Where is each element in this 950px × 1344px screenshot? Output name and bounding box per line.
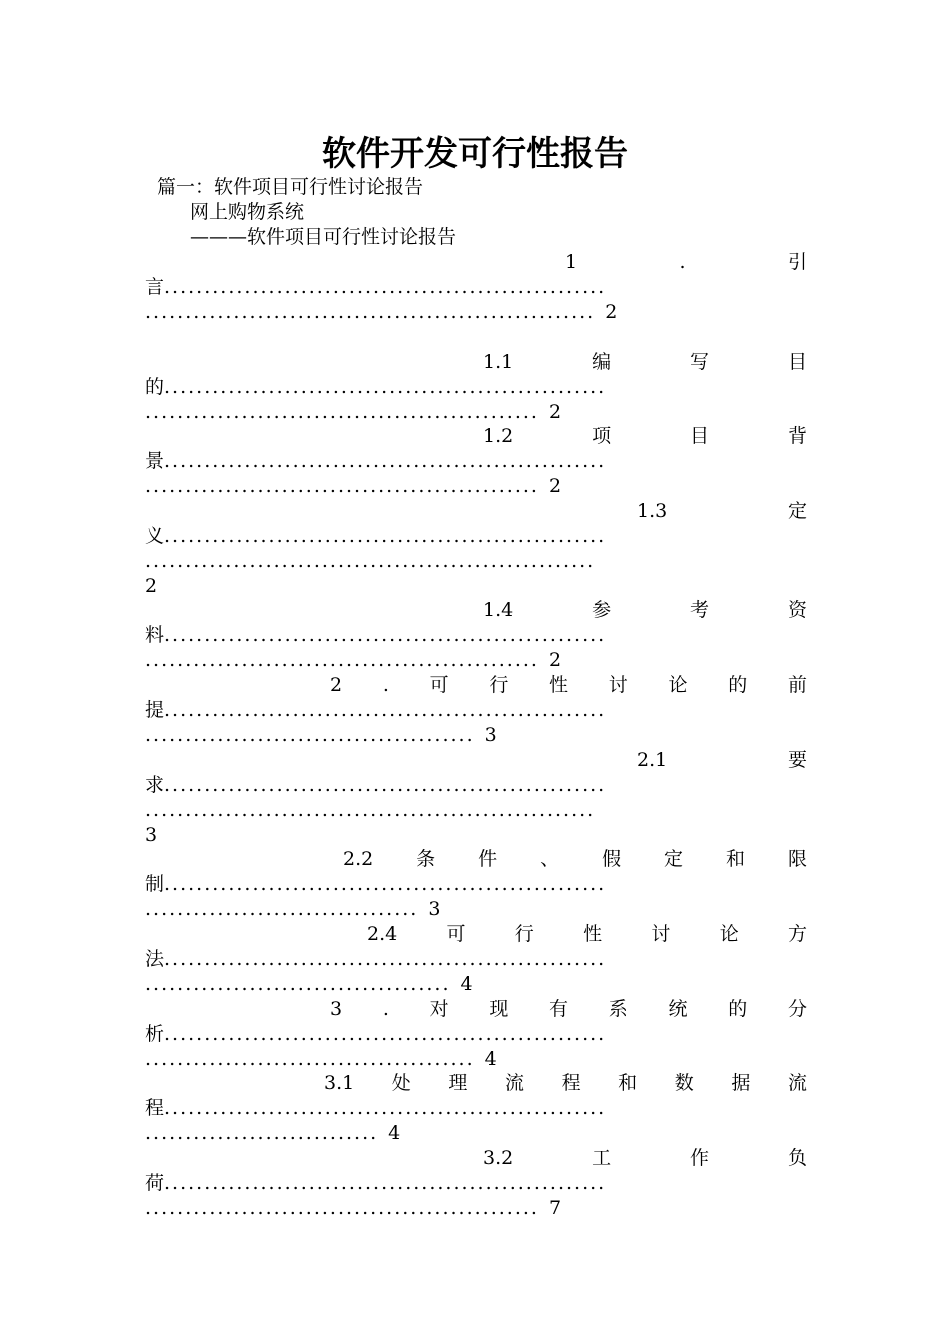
toc-heading-token: 讨	[608, 674, 628, 696]
toc-heading-token: 对	[429, 998, 449, 1020]
toc-heading-token: 现	[489, 998, 509, 1020]
dot-leader: ......................................	[145, 973, 451, 995]
toc-leader-line	[145, 773, 807, 797]
toc-leader-line	[145, 1022, 807, 1046]
toc-leader-continuation	[145, 972, 473, 996]
toc-page-number: 2	[548, 401, 562, 423]
toc-entry-last-char: 的	[145, 376, 165, 398]
toc-heading-token: 处	[391, 1072, 411, 1094]
dot-leader: .........................................	[145, 1048, 475, 1070]
toc-heading-token: 数	[674, 1072, 694, 1094]
toc-entry-last-char: 制	[145, 873, 165, 895]
toc-leader-line	[145, 1096, 807, 1120]
dot-leader: .......................................................	[164, 276, 607, 298]
toc-leader-line	[145, 623, 807, 647]
toc-entry-heading	[483, 424, 807, 448]
toc-entry-heading	[483, 598, 807, 622]
dot-leader: ........................................................	[145, 799, 596, 821]
toc-page-number: 2	[548, 649, 562, 671]
toc-entry-heading	[330, 673, 807, 697]
toc-heading-token: 2	[330, 674, 343, 696]
toc-heading-token: 1	[565, 251, 578, 273]
dot-leader: ..................................	[145, 898, 419, 920]
toc-heading-token: 目	[690, 425, 710, 447]
dot-leader: .............................	[145, 1122, 379, 1144]
toc-entry-last-char: 义	[145, 525, 165, 547]
toc-entry[interactable]	[145, 1146, 807, 1246]
toc-page-number: 4	[388, 1122, 401, 1144]
toc-heading-token: 件	[478, 848, 498, 870]
toc-leader-continuation	[145, 897, 440, 921]
toc-heading-token: 据	[731, 1072, 751, 1094]
toc-leader-continuation	[145, 400, 561, 424]
toc-entry-last-char: 程	[145, 1097, 165, 1119]
toc-leader-continuation	[145, 1196, 561, 1220]
dot-leader: .......................................................	[164, 1172, 607, 1194]
dot-leader: .................................................	[145, 401, 539, 423]
toc-heading-token: 1.2	[483, 425, 514, 447]
toc-heading-token: 参	[592, 599, 612, 621]
toc-heading-token: 定	[787, 500, 807, 522]
toc-heading-token: 背	[787, 425, 807, 447]
toc-heading-token: 2.4	[367, 923, 398, 945]
toc-heading-token: 讨	[651, 923, 671, 945]
toc-leader-continuation	[145, 723, 497, 747]
toc-entry-heading	[367, 922, 807, 946]
toc-heading-token: 性	[583, 923, 603, 945]
dot-leader: .........................................	[145, 724, 475, 746]
toc-heading-token: 前	[787, 674, 807, 696]
toc-heading-token: 假	[602, 848, 622, 870]
dot-leader: ........................................................	[145, 301, 596, 323]
toc-heading-token: 统	[668, 998, 688, 1020]
toc-entry-heading	[324, 1071, 807, 1095]
toc-heading-token: 3	[330, 998, 343, 1020]
toc-heading-token: 定	[664, 848, 684, 870]
dot-leader: .................................................	[145, 475, 539, 497]
toc-leader-line	[145, 1171, 807, 1195]
toc-heading-token: 的	[728, 998, 748, 1020]
toc-page-number: 3	[145, 824, 158, 846]
dot-leader: .......................................................	[164, 376, 607, 398]
toc-leader-line	[145, 449, 807, 473]
toc-heading-token: 性	[549, 674, 569, 696]
toc-heading-token: 可	[446, 923, 466, 945]
document-subtitle: 网上购物系统	[190, 201, 305, 223]
toc-heading-token: 3.2	[483, 1147, 514, 1169]
toc-page-line	[145, 823, 157, 847]
toc-heading-token: 方	[787, 923, 807, 945]
toc-leader-line	[145, 524, 807, 548]
toc-heading-token: .	[382, 998, 389, 1020]
toc-entry-last-char: 荷	[145, 1172, 165, 1194]
toc-leader-continuation	[145, 549, 595, 573]
toc-page-number: 4	[484, 1048, 497, 1070]
toc-entry-heading	[637, 748, 807, 772]
toc-entry-heading	[343, 847, 807, 871]
toc-heading-token: 分	[787, 998, 807, 1020]
toc-entry-heading	[330, 997, 807, 1021]
toc-heading-token: 和	[726, 848, 746, 870]
dot-leader: .................................................	[145, 649, 539, 671]
toc-leader-continuation	[145, 648, 561, 672]
toc-page-number: 3	[428, 898, 441, 920]
toc-heading-token: 1.1	[483, 351, 514, 373]
toc-entry-heading	[637, 499, 807, 523]
toc-heading-token: 可	[429, 674, 449, 696]
toc-heading-token: 2.2	[343, 848, 374, 870]
toc-page-number: 2	[145, 575, 158, 597]
toc-page-number: 2	[605, 301, 618, 323]
toc-heading-token: 和	[618, 1072, 638, 1094]
toc-heading-token: 理	[448, 1072, 468, 1094]
toc-heading-token: 系	[608, 998, 628, 1020]
toc-heading-token: 条	[416, 848, 436, 870]
dot-leader: .......................................................	[164, 1097, 607, 1119]
toc-heading-token: 编	[592, 351, 612, 373]
toc-heading-token: 项	[592, 425, 612, 447]
toc-heading-token: 作	[690, 1147, 710, 1169]
toc-heading-token: 写	[690, 351, 710, 373]
toc-heading-token: 限	[787, 848, 807, 870]
toc-heading-token: 负	[787, 1147, 807, 1169]
dot-leader: .......................................................	[164, 699, 607, 721]
toc-leader-line	[145, 947, 807, 971]
dot-leader: .......................................................	[164, 774, 607, 796]
toc-heading-token: 2.1	[637, 749, 668, 771]
toc-leader-continuation	[145, 300, 617, 324]
toc-entry[interactable]	[145, 499, 807, 599]
toc-heading-token: 论	[719, 923, 739, 945]
toc-entry-heading	[565, 250, 807, 274]
dot-leader: .................................................	[145, 1197, 539, 1219]
dot-leader: .......................................................	[164, 525, 607, 547]
toc-entry-last-char: 料	[145, 624, 165, 646]
toc-entry-last-char: 提	[145, 699, 165, 721]
toc-leader-line	[145, 698, 807, 722]
toc-page-number: 7	[548, 1197, 562, 1219]
toc-entry-heading	[483, 1146, 807, 1170]
toc-heading-token: 3.1	[324, 1072, 355, 1094]
toc-heading-token: 要	[787, 749, 807, 771]
toc-heading-token: 工	[592, 1147, 612, 1169]
toc-leader-line	[145, 375, 807, 399]
toc-page-line	[145, 574, 157, 598]
toc-heading-token: 引	[787, 251, 807, 273]
toc-heading-token: 、	[540, 848, 560, 870]
document-title: 软件开发可行性报告	[322, 134, 628, 174]
document-subtitle-secondary: ———软件项目可行性讨论报告	[190, 226, 457, 248]
toc-heading-token: 行	[514, 923, 534, 945]
toc-leader-continuation	[145, 1121, 400, 1145]
toc-entry[interactable]	[145, 250, 807, 350]
toc-heading-token: 流	[787, 1072, 807, 1094]
toc-heading-token: .	[679, 251, 686, 273]
dot-leader: .......................................................	[164, 873, 607, 895]
toc-page-number: 2	[548, 475, 562, 497]
dot-leader: .......................................................	[164, 450, 607, 472]
toc-entry-last-char: 求	[145, 774, 165, 796]
toc-heading-token: 程	[561, 1072, 581, 1094]
toc-entry-last-char: 法	[145, 948, 165, 970]
toc-heading-token: 论	[668, 674, 688, 696]
toc-page-number: 3	[484, 724, 497, 746]
toc-heading-token: 1.4	[483, 599, 514, 621]
toc-heading-token: 行	[489, 674, 509, 696]
toc-heading-token: 有	[549, 998, 569, 1020]
dot-leader: .......................................................	[164, 948, 607, 970]
section-heading: 篇一：软件项目可行性讨论报告	[157, 176, 424, 198]
toc-page-number: 4	[460, 973, 473, 995]
toc-entry-last-char: 景	[145, 450, 165, 472]
toc-leader-continuation	[145, 474, 561, 498]
toc-heading-token: 资	[787, 599, 807, 621]
dot-leader: ........................................................	[145, 550, 596, 572]
dot-leader: .......................................................	[164, 624, 607, 646]
toc-entry-heading	[483, 350, 807, 374]
toc-leader-continuation	[145, 1047, 497, 1071]
toc-leader-line	[145, 275, 807, 299]
toc-heading-token: 流	[504, 1072, 524, 1094]
toc-leader-line	[145, 872, 807, 896]
toc-heading-token: 考	[690, 599, 710, 621]
toc-entry[interactable]	[145, 748, 807, 848]
toc-heading-token: 的	[728, 674, 748, 696]
toc-heading-token: .	[382, 674, 389, 696]
toc-entry-last-char: 析	[145, 1023, 165, 1045]
toc-heading-token: 1.3	[637, 500, 668, 522]
toc-leader-continuation	[145, 798, 595, 822]
dot-leader: .......................................................	[164, 1023, 607, 1045]
toc-heading-token: 目	[787, 351, 807, 373]
toc-entry-last-char: 言	[145, 276, 165, 298]
